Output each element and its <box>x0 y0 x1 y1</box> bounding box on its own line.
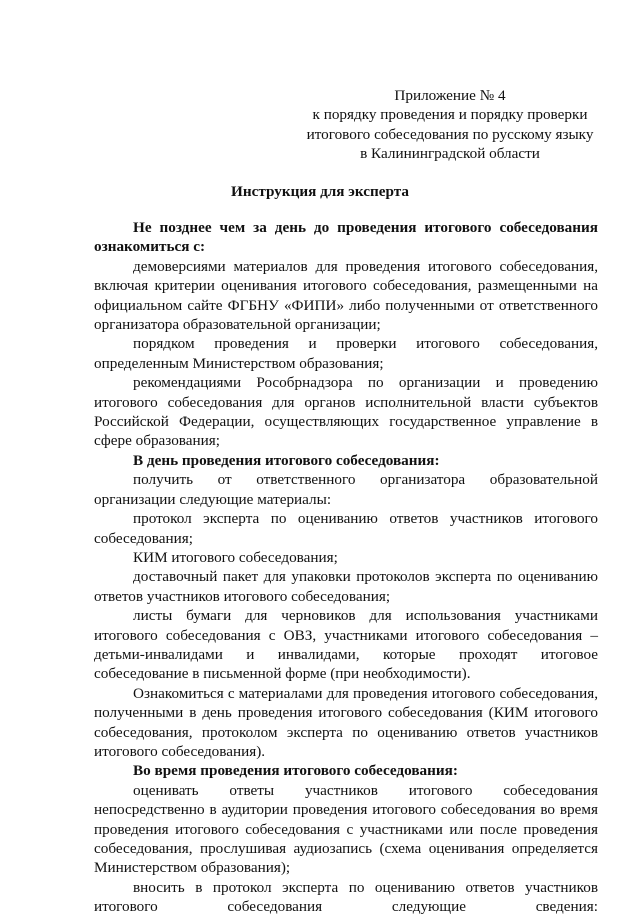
section-heading: Не позднее чем за день до проведения итогового собеседования ознакомиться с: <box>94 219 598 256</box>
list-item: вносить в протокол эксперта по оцениванию ответов участников итогового собеседования следующие сведения: <box>94 878 598 916</box>
list-item: доставочный пакет для упаковки протоколов эксперта по оцениванию ответов участников итогового собеседования; <box>94 568 598 605</box>
list-item: демоверсиями материалов для проведения итогового собеседования, включая критерии оценивания итогового собеседования, размещенными на официальном сайте ФГБНУ «ФИПИ» либо полученными от ответственного организатора образовательной организации; <box>94 257 598 334</box>
appendix-number: Приложение № 4 <box>394 87 506 104</box>
paragraph: Ознакомиться с материалами для проведения итогового собеседования, полученными в день проведения итогового собеседования (КИМ итогового собеседования, протоколом эксперта по оцениванию ответов участников итогового собеседования). <box>94 684 598 760</box>
list-item: листы бумаги для черновиков для использования участниками итогового собеседования с ОВЗ, участниками итогового собеседования – детьми-инвалидами и инвалидами, которые проходят итоговое собеседование в письменной форме (при необходимости). <box>94 607 598 683</box>
list-item: КИМ итогового собеседования; <box>133 548 338 566</box>
appendix-reference-line: к порядку проведения и порядку проверки <box>312 106 588 124</box>
appendix-reference-line: итогового собеседования по русскому языку <box>306 125 594 143</box>
list-item: порядком проведения и проверки итогового собеседования, определенным Министерством образования; <box>94 335 598 372</box>
list-item: протокол эксперта по оцениванию ответов участников итогового собеседования; <box>94 510 598 547</box>
list-item: оценивать ответы участников итогового собеседования непосредственно в аудитории проведения итогового собеседования во время проведения итогового собеседования с участниками или после проведения собеседования, прослушивая аудиозапись (схема оценивания определяется Министерством образования); <box>94 781 598 877</box>
section-heading: В день проведения итогового собеседования: <box>133 451 440 469</box>
list-item: получить от ответственного организатора образовательной организации следующие материалы: <box>94 471 598 508</box>
document-title: Инструкция для эксперта <box>231 183 409 200</box>
list-item: рекомендациями Рособрнадзора по организации и проведению итогового собеседования для органов исполнительной власти субъектов Российской Федерации, осуществляющих государственное управление в сфере образования; <box>94 374 598 450</box>
appendix-region-line: в Калининградской области <box>360 145 540 163</box>
appendix-header <box>300 86 600 164</box>
document-body <box>94 218 598 917</box>
section-heading: Во время проведения итогового собеседования: <box>133 762 458 780</box>
